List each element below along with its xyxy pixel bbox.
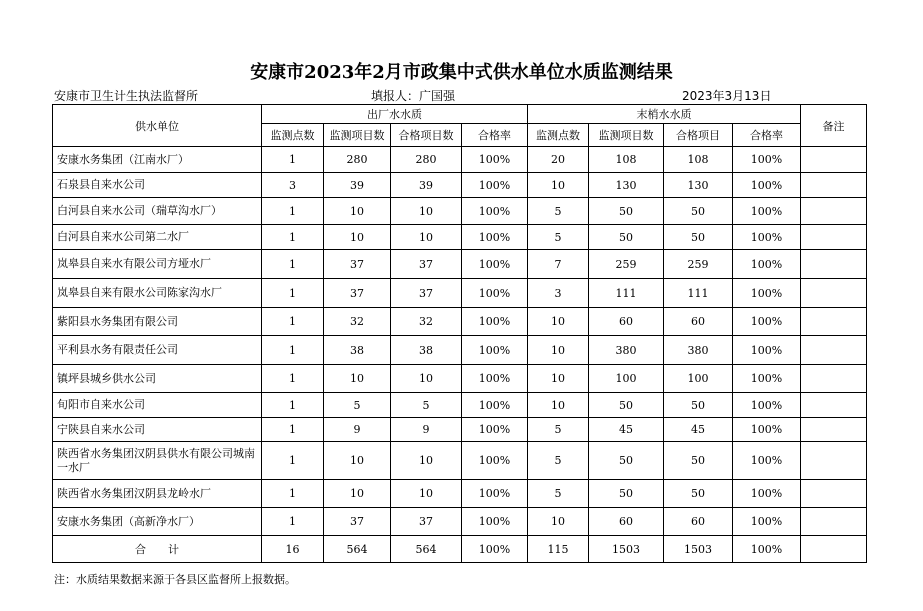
- factory-items: 5: [324, 393, 391, 418]
- factory-rate: 100%: [462, 250, 528, 279]
- tap-pass-items: 130: [664, 173, 733, 198]
- factory-rate: 100%: [462, 225, 528, 250]
- factory-pass-items: 37: [391, 279, 462, 308]
- factory-points: 1: [262, 442, 324, 480]
- factory-rate: 100%: [462, 198, 528, 225]
- tap-points: 115: [528, 536, 589, 563]
- remark: [801, 198, 867, 225]
- unit-name: 镇坪县城乡供水公司: [53, 365, 262, 393]
- factory-pass-items: 280: [391, 147, 462, 173]
- factory-items: 10: [324, 480, 391, 508]
- tap-points: 10: [528, 365, 589, 393]
- table-row: [53, 308, 867, 336]
- tap-items: 108: [589, 147, 664, 173]
- factory-items: 10: [324, 198, 391, 225]
- tap-pass-items: 259: [664, 250, 733, 279]
- unit-name: 陕西省水务集团汉阴县龙岭水厂: [53, 480, 262, 508]
- tap-pass-items: 50: [664, 225, 733, 250]
- remark: [801, 480, 867, 508]
- factory-rate: 100%: [462, 336, 528, 365]
- factory-items: 9: [324, 418, 391, 442]
- tap-items: 50: [589, 225, 664, 250]
- factory-pass-items: 10: [391, 198, 462, 225]
- factory-rate: 100%: [462, 365, 528, 393]
- unit-name: 平利县水务有限责任公司: [53, 336, 262, 365]
- factory-items: 38: [324, 336, 391, 365]
- tap-rate: 100%: [733, 365, 801, 393]
- header-factory-rate: 合格率: [462, 124, 528, 147]
- factory-points: 16: [262, 536, 324, 563]
- unit-name: 宁陕县自来水公司: [53, 418, 262, 442]
- tap-points: 7: [528, 250, 589, 279]
- remark: [801, 442, 867, 480]
- tap-items: 60: [589, 308, 664, 336]
- remark: [801, 336, 867, 365]
- org-name: 安康市卫生计生执法监督所: [54, 89, 199, 103]
- factory-rate: 100%: [462, 442, 528, 480]
- unit-name: 合 计: [53, 536, 262, 563]
- table-row: [53, 250, 867, 279]
- factory-pass-items: 10: [391, 480, 462, 508]
- table-row: [53, 393, 867, 418]
- tap-rate: 100%: [733, 508, 801, 536]
- tap-pass-items: 1503: [664, 536, 733, 563]
- tap-pass-items: 100: [664, 365, 733, 393]
- header-tap-pass-items: 合格项目: [664, 124, 733, 147]
- tap-rate: 100%: [733, 308, 801, 336]
- remark: [801, 393, 867, 418]
- tap-items: 50: [589, 198, 664, 225]
- table-row: [53, 198, 867, 225]
- remark: [801, 508, 867, 536]
- factory-points: 1: [262, 250, 324, 279]
- tap-items: 259: [589, 250, 664, 279]
- unit-name: 岚皋县自来水有限公司方垭水厂: [53, 250, 262, 279]
- tap-items: 380: [589, 336, 664, 365]
- factory-items: 37: [324, 279, 391, 308]
- factory-pass-items: 37: [391, 508, 462, 536]
- tap-points: 5: [528, 480, 589, 508]
- tap-rate: 100%: [733, 225, 801, 250]
- tap-items: 45: [589, 418, 664, 442]
- tap-rate: 100%: [733, 250, 801, 279]
- header-factory-points: 监测点数: [262, 124, 324, 147]
- tap-points: 5: [528, 198, 589, 225]
- unit-name: 安康水务集团（江南水厂）: [53, 147, 262, 173]
- tap-rate: 100%: [733, 198, 801, 225]
- factory-rate: 100%: [462, 536, 528, 563]
- tap-points: 20: [528, 147, 589, 173]
- tap-points: 5: [528, 442, 589, 480]
- factory-points: 1: [262, 225, 324, 250]
- table-row: [53, 508, 867, 536]
- tap-items: 50: [589, 442, 664, 480]
- tap-items: 50: [589, 480, 664, 508]
- factory-pass-items: 564: [391, 536, 462, 563]
- tap-items: 130: [589, 173, 664, 198]
- factory-items: 10: [324, 442, 391, 480]
- tap-items: 60: [589, 508, 664, 536]
- table-row: [53, 225, 867, 250]
- tap-pass-items: 50: [664, 198, 733, 225]
- tap-pass-items: 380: [664, 336, 733, 365]
- header-row-1: [53, 105, 867, 124]
- tap-rate: 100%: [733, 442, 801, 480]
- tap-rate: 100%: [733, 336, 801, 365]
- table-row: [53, 279, 867, 308]
- remark: [801, 365, 867, 393]
- unit-name: 旬阳市自来水公司: [53, 393, 262, 418]
- factory-rate: 100%: [462, 508, 528, 536]
- factory-items: 37: [324, 250, 391, 279]
- tap-points: 3: [528, 279, 589, 308]
- unit-name: 白河县自来水公司（瑞草沟水厂）: [53, 198, 262, 225]
- tap-pass-items: 60: [664, 308, 733, 336]
- factory-pass-items: 10: [391, 442, 462, 480]
- tap-items: 100: [589, 365, 664, 393]
- tap-rate: 100%: [733, 480, 801, 508]
- factory-items: 39: [324, 173, 391, 198]
- header-factory-items: 监测项目数: [324, 124, 391, 147]
- table-row: [53, 336, 867, 365]
- factory-pass-items: 10: [391, 365, 462, 393]
- factory-points: 1: [262, 279, 324, 308]
- unit-name: 石泉县自来水公司: [53, 173, 262, 198]
- tap-points: 10: [528, 508, 589, 536]
- table-row: [53, 365, 867, 393]
- tap-pass-items: 111: [664, 279, 733, 308]
- factory-rate: 100%: [462, 418, 528, 442]
- report-date: 2023年3月13日: [682, 89, 772, 103]
- factory-rate: 100%: [462, 393, 528, 418]
- factory-rate: 100%: [462, 308, 528, 336]
- factory-pass-items: 39: [391, 173, 462, 198]
- factory-items: 280: [324, 147, 391, 173]
- table-row: [53, 173, 867, 198]
- factory-points: 1: [262, 418, 324, 442]
- remark: [801, 536, 867, 563]
- header-tap-rate: 合格率: [733, 124, 801, 147]
- tap-points: 5: [528, 418, 589, 442]
- unit-name: 白河县自来水公司第二水厂: [53, 225, 262, 250]
- factory-points: 1: [262, 336, 324, 365]
- remark: [801, 147, 867, 173]
- header-unit: 供水单位: [53, 105, 262, 147]
- header-tap-points: 监测点数: [528, 124, 589, 147]
- factory-pass-items: 5: [391, 393, 462, 418]
- remark: [801, 173, 867, 198]
- factory-items: 564: [324, 536, 391, 563]
- remark: [801, 279, 867, 308]
- tap-pass-items: 50: [664, 393, 733, 418]
- tap-items: 50: [589, 393, 664, 418]
- tap-rate: 100%: [733, 279, 801, 308]
- tap-rate: 100%: [733, 536, 801, 563]
- factory-points: 1: [262, 508, 324, 536]
- factory-items: 37: [324, 508, 391, 536]
- tap-rate: 100%: [733, 173, 801, 198]
- factory-items: 10: [324, 225, 391, 250]
- page-title: 安康市2023年2月市政集中式供水单位水质监测结果: [250, 62, 673, 83]
- tap-items: 111: [589, 279, 664, 308]
- tap-points: 10: [528, 336, 589, 365]
- results-table: [52, 104, 867, 563]
- factory-pass-items: 10: [391, 225, 462, 250]
- tap-points: 10: [528, 393, 589, 418]
- tap-pass-items: 60: [664, 508, 733, 536]
- factory-points: 1: [262, 147, 324, 173]
- factory-rate: 100%: [462, 480, 528, 508]
- factory-pass-items: 38: [391, 336, 462, 365]
- remark: [801, 225, 867, 250]
- tap-rate: 100%: [733, 147, 801, 173]
- tap-rate: 100%: [733, 393, 801, 418]
- unit-name: 岚皋县自来有限水公司陈家沟水厂: [53, 279, 262, 308]
- tap-points: 10: [528, 173, 589, 198]
- table-row: [53, 418, 867, 442]
- unit-name: 紫阳县水务集团有限公司: [53, 308, 262, 336]
- factory-pass-items: 9: [391, 418, 462, 442]
- tap-pass-items: 50: [664, 480, 733, 508]
- header-factory-group: 出厂水水质: [262, 105, 528, 124]
- unit-name: 陕西省水务集团汉阴县供水有限公司城南一水厂: [53, 442, 262, 480]
- tap-pass-items: 50: [664, 442, 733, 480]
- total-row: [53, 536, 867, 563]
- factory-points: 1: [262, 480, 324, 508]
- factory-rate: 100%: [462, 279, 528, 308]
- factory-points: 1: [262, 198, 324, 225]
- factory-points: 1: [262, 365, 324, 393]
- factory-items: 10: [324, 365, 391, 393]
- tap-points: 10: [528, 308, 589, 336]
- header-tap-group: 末梢水水质: [528, 105, 801, 124]
- factory-points: 1: [262, 393, 324, 418]
- factory-pass-items: 37: [391, 250, 462, 279]
- remark: [801, 308, 867, 336]
- factory-rate: 100%: [462, 147, 528, 173]
- factory-points: 3: [262, 173, 324, 198]
- header-remark: 备注: [801, 105, 867, 147]
- tap-items: 1503: [589, 536, 664, 563]
- header-tap-items: 监测项目数: [589, 124, 664, 147]
- factory-items: 32: [324, 308, 391, 336]
- remark: [801, 250, 867, 279]
- table-row: [53, 442, 867, 480]
- table-row: [53, 480, 867, 508]
- factory-rate: 100%: [462, 173, 528, 198]
- tap-pass-items: 45: [664, 418, 733, 442]
- tap-points: 5: [528, 225, 589, 250]
- header-factory-pass-items: 合格项目数: [391, 124, 462, 147]
- tap-rate: 100%: [733, 418, 801, 442]
- table-row: [53, 147, 867, 173]
- tap-pass-items: 108: [664, 147, 733, 173]
- factory-pass-items: 32: [391, 308, 462, 336]
- filler-name: 填报人：广国强: [371, 89, 456, 103]
- remark: [801, 418, 867, 442]
- unit-name: 安康水务集团（高新净水厂）: [53, 508, 262, 536]
- factory-points: 1: [262, 308, 324, 336]
- footnote: 注：水质结果数据来源于各县区监督所上报数据。: [54, 573, 296, 586]
